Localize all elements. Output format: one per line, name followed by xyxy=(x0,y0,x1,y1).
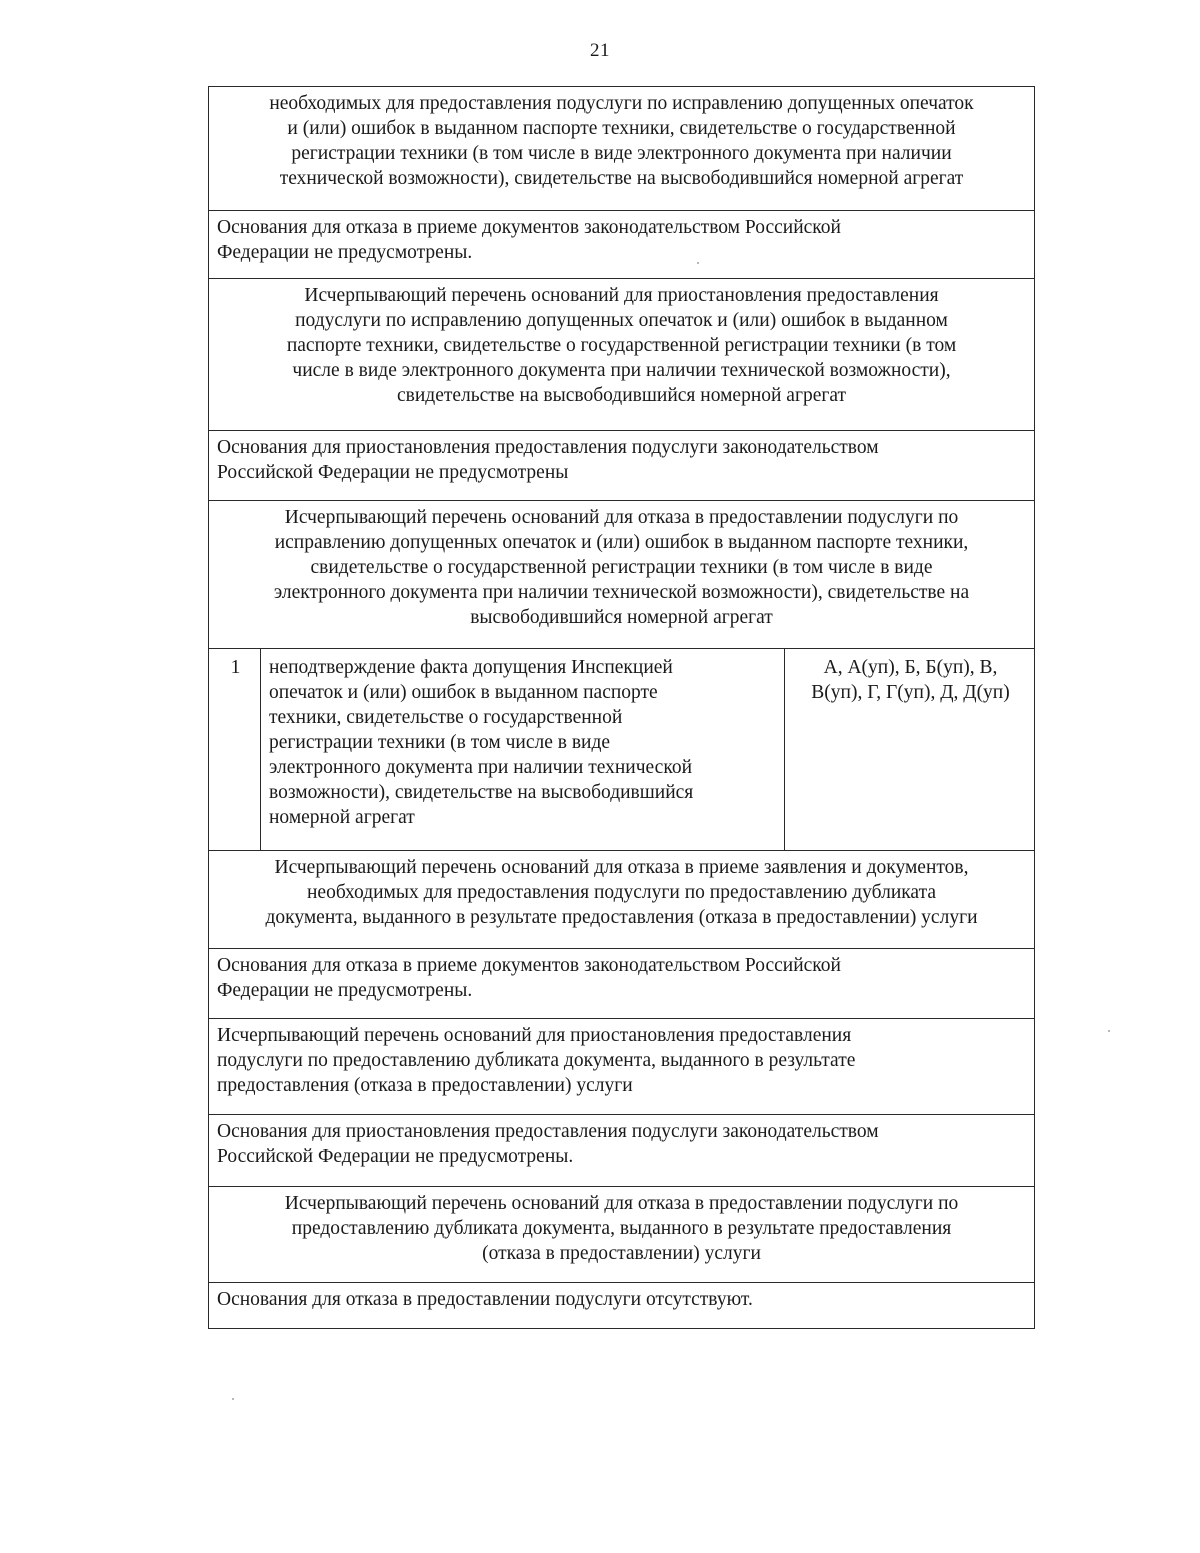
text-line: техники, свидетельстве о государственной xyxy=(269,707,623,728)
text-line: А, А(уп), Б, Б(уп), В, xyxy=(823,657,998,678)
text-line: В(уп), Г, Г(уп), Д, Д(уп) xyxy=(811,682,1010,703)
table-row xyxy=(209,501,1035,649)
statement-cell xyxy=(209,211,1035,279)
text-line: исправлению допущенных опечаток и (или) ошибок в выданном паспорте техники, xyxy=(274,532,969,553)
text-line: необходимых для предоставления подуслуги по исправлению допущенных опечаток xyxy=(269,93,974,114)
table-row xyxy=(209,851,1035,949)
text-line: подуслуги по исправлению допущенных опечаток и (или) ошибок в выданном xyxy=(295,310,948,331)
text-line: Основания для отказа в предоставлении подуслуги отсутствуют. xyxy=(217,1289,753,1310)
text-line: Российской Федерации не предусмотрены xyxy=(217,462,569,483)
section-heading-cell xyxy=(209,1187,1035,1283)
table-row xyxy=(209,279,1035,431)
statement-cell xyxy=(209,431,1035,501)
text-line: регистрации техники (в том числе в виде электронного документа при наличии xyxy=(291,143,952,164)
table-row xyxy=(209,1019,1035,1115)
applicant-categories-cell xyxy=(785,649,1035,851)
table-row xyxy=(209,1115,1035,1187)
text-line: подуслуги по предоставлению дубликата документа, выданного в результате xyxy=(217,1050,856,1071)
text-line: Исчерпывающий перечень оснований для отказа в предоставлении подуслуги по xyxy=(284,507,959,528)
text-line: документа, выданного в результате предоставления (отказа в предоставлении) услуги xyxy=(265,907,978,928)
text-line: технической возможности), свидетельстве на высвободившийся номерной агрегат xyxy=(279,168,964,189)
text-line: номерной агрегат xyxy=(269,807,415,828)
text-line: свидетельстве на высвободившийся номерной агрегат xyxy=(396,385,847,406)
text-line: возможности), свидетельстве на высвободившийся xyxy=(269,782,694,803)
text-line: неподтверждение факта допущения Инспекцией xyxy=(269,657,673,678)
text-line: (отказа в предоставлении) услуги xyxy=(482,1243,761,1264)
text-line: числе в виде электронного документа при наличии технической возможности), xyxy=(292,360,951,381)
table-row xyxy=(209,1283,1035,1329)
text-line: паспорте техники, свидетельстве о государственной регистрации техники (в том xyxy=(286,335,957,356)
text-line: регистрации техники (в том числе в виде xyxy=(269,732,611,753)
text-line: электронного документа при наличии технической возможности), свидетельстве на xyxy=(273,582,970,603)
refusal-reason-cell xyxy=(261,649,785,851)
text-line: опечаток и (или) ошибок в выданном паспорте xyxy=(269,682,658,703)
section-heading-cell xyxy=(209,851,1035,949)
continuation-heading-cell xyxy=(209,87,1035,211)
table-row xyxy=(209,649,1035,851)
section-heading-cell xyxy=(209,501,1035,649)
text-line: Основания для приостановления предоставления подуслуги законодательством xyxy=(217,437,879,458)
table-row xyxy=(209,211,1035,279)
item-number-cell: 1 xyxy=(209,649,261,851)
text-line: предоставлению дубликата документа, выданного в результате предоставления xyxy=(291,1218,952,1239)
text-line: свидетельстве о государственной регистрации техники (в том числе в виде xyxy=(310,557,933,578)
statement-cell xyxy=(209,949,1035,1019)
text-line: Федерации не предусмотрены. xyxy=(217,980,473,1001)
text-line: и (или) ошибок в выданном паспорте техники, свидетельстве о государственной xyxy=(287,118,956,139)
text-line: Российской Федерации не предусмотрены. xyxy=(217,1146,574,1167)
scan-speck xyxy=(697,262,699,264)
table-row xyxy=(209,87,1035,211)
text-line: Исчерпывающий перечень оснований для приостановления предоставления xyxy=(217,1025,852,1046)
text-line: Исчерпывающий перечень оснований для приостановления предоставления xyxy=(304,285,939,306)
statement-cell xyxy=(209,1115,1035,1187)
text-line: электронного документа при наличии технической xyxy=(269,757,693,778)
text-line: Основания для отказа в приеме документов законодательством Российской xyxy=(217,217,841,238)
text-line: Исчерпывающий перечень оснований для отказа в приеме заявления и документов, xyxy=(274,857,969,878)
text-line: Основания для отказа в приеме документов законодательством Российской xyxy=(217,955,841,976)
page-number: 21 xyxy=(590,40,610,61)
statement-cell xyxy=(209,1283,1035,1329)
scan-speck xyxy=(1108,1030,1110,1032)
table-row xyxy=(209,431,1035,501)
table-row xyxy=(209,949,1035,1019)
text-line: Основания для приостановления предоставления подуслуги законодательством xyxy=(217,1121,879,1142)
text-line: необходимых для предоставления подуслуги по предоставлению дубликата xyxy=(306,882,937,903)
text-line: предоставления (отказа в предоставлении) услуги xyxy=(217,1075,633,1096)
document-table xyxy=(208,86,1035,1329)
section-heading-cell xyxy=(209,279,1035,431)
text-line: высвободившийся номерной агрегат xyxy=(470,607,773,628)
text-line: Исчерпывающий перечень оснований для отказа в предоставлении подуслуги по xyxy=(284,1193,959,1214)
text-line: Федерации не предусмотрены. xyxy=(217,242,473,263)
scan-speck xyxy=(232,1398,234,1400)
section-heading-cell xyxy=(209,1019,1035,1115)
table-row xyxy=(209,1187,1035,1283)
